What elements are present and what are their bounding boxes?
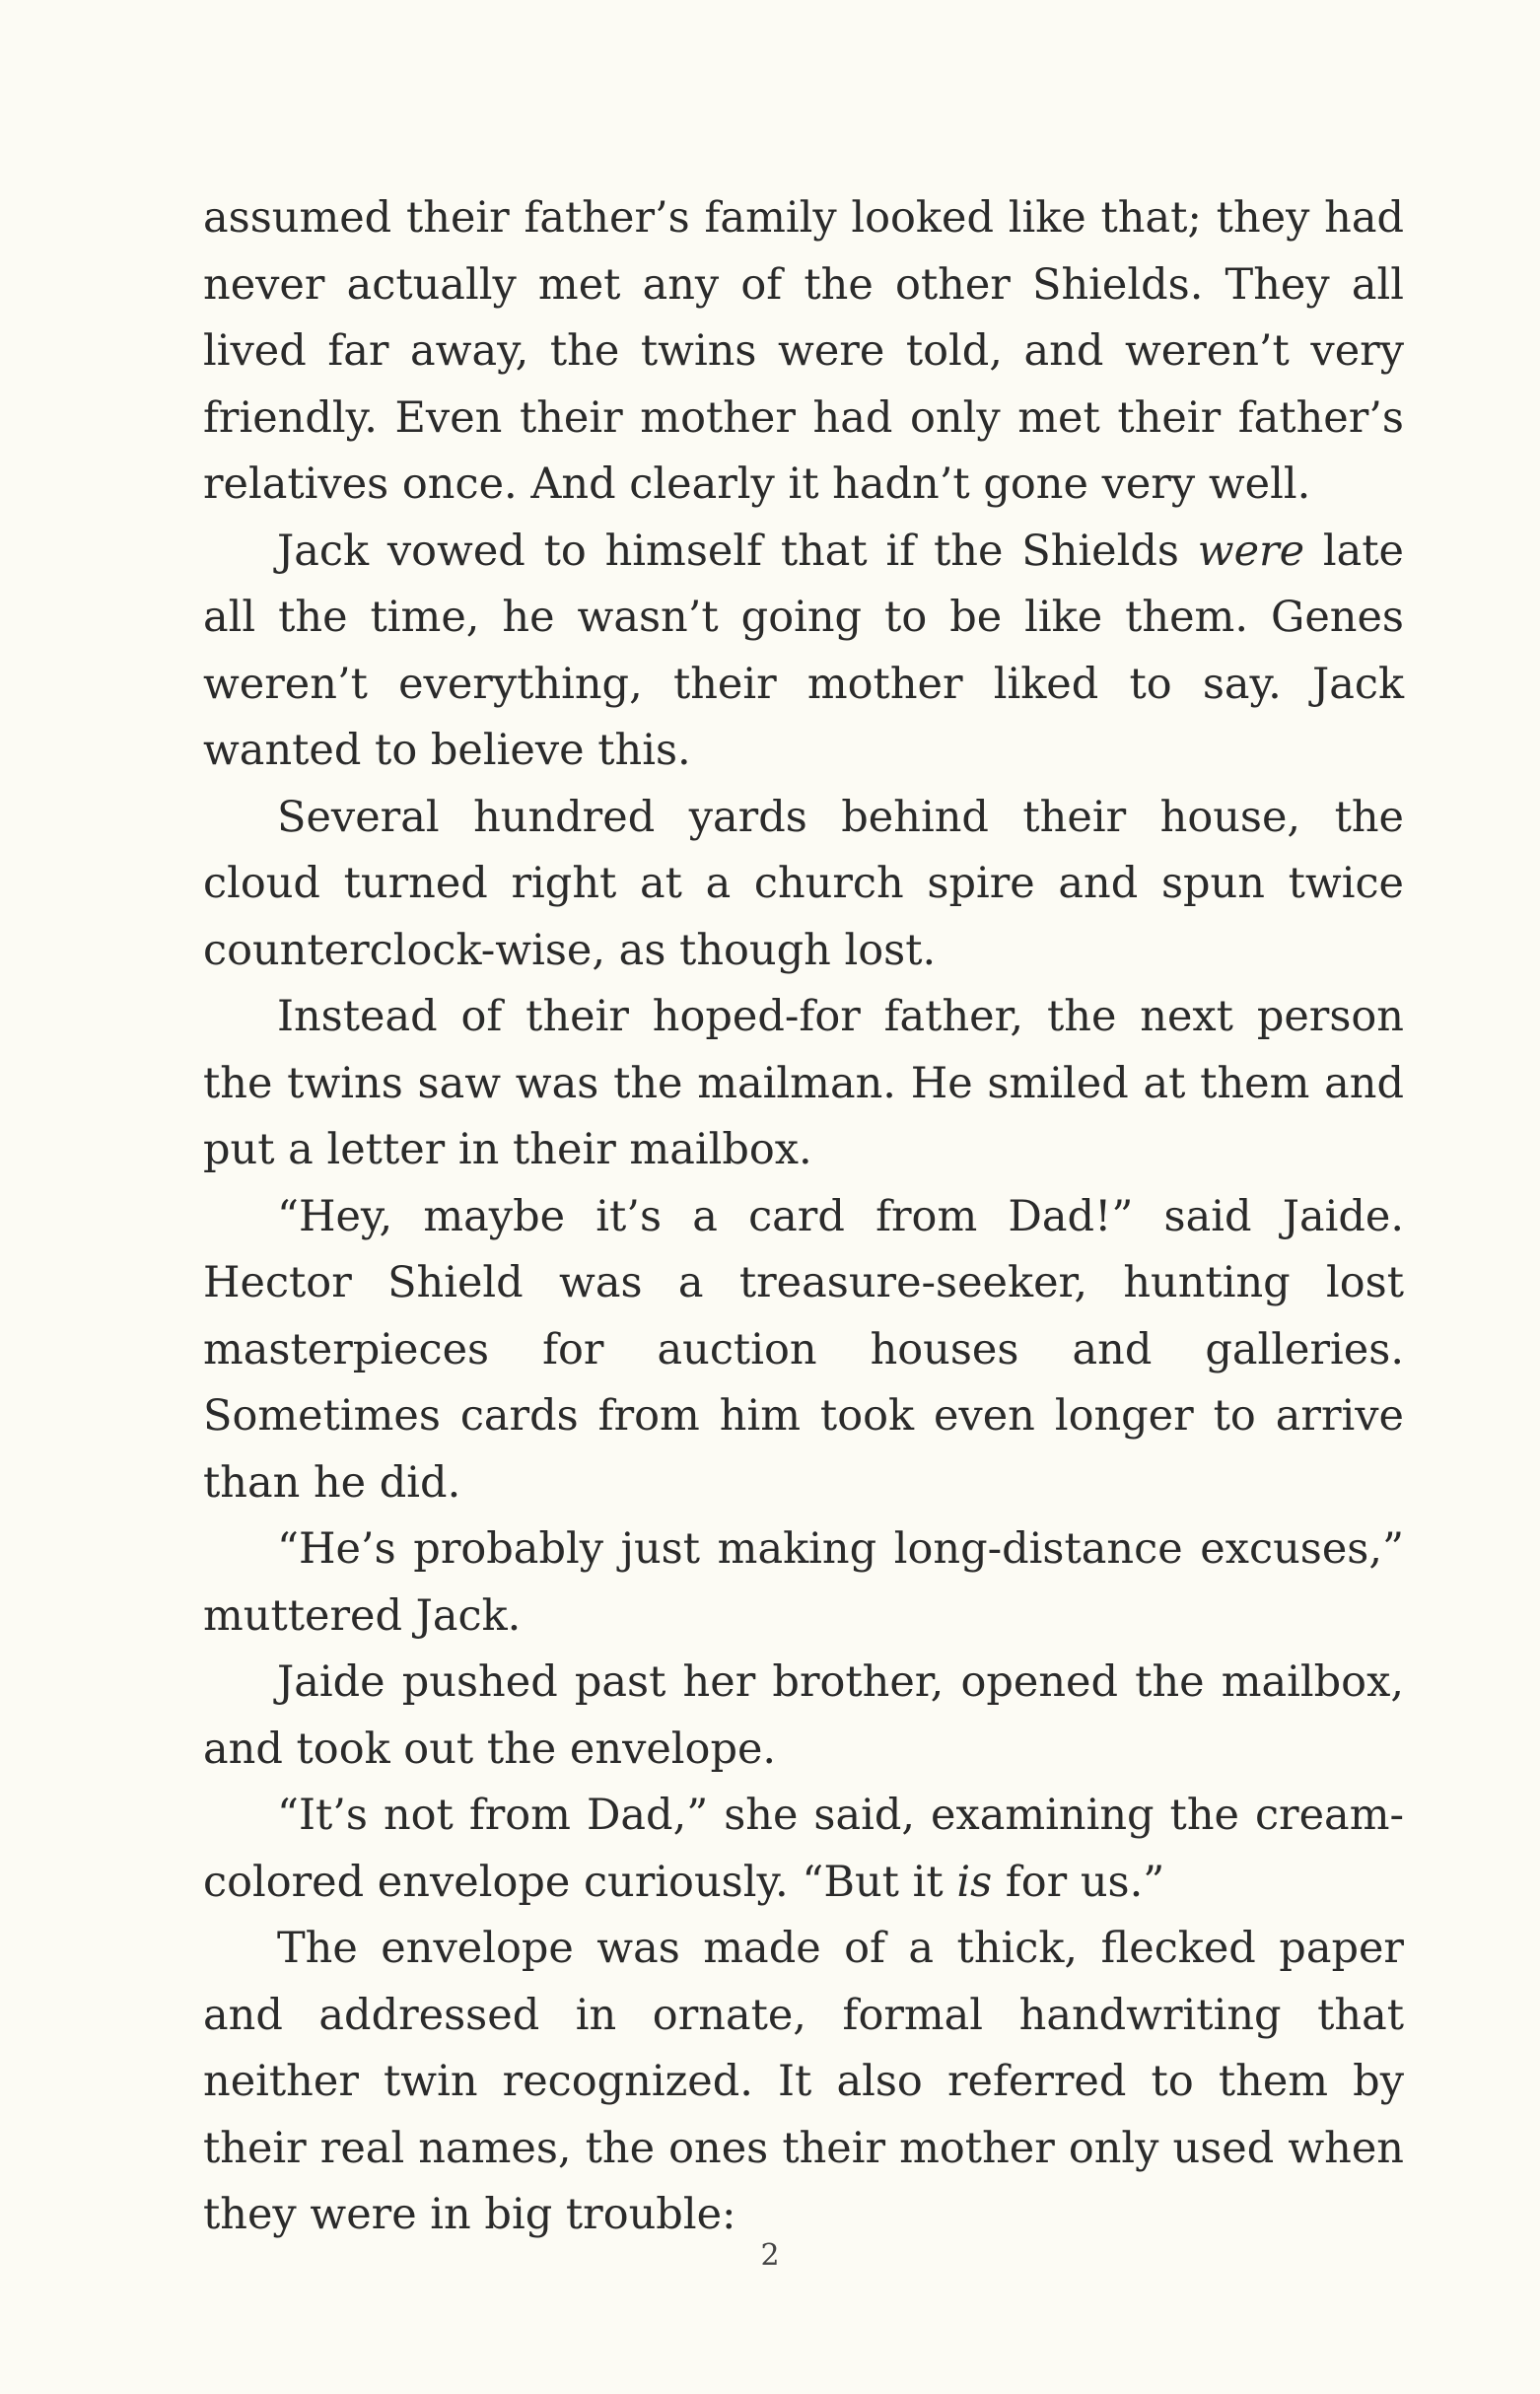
- paragraph-5-text: “Hey, maybe it’s a card from Dad!” said Jaide. Hector Shield was a treasure-seeker, hunting lost masterpieces for auction houses and galleries. Sometimes cards from him took even longer to arrive than he did.: [203, 1191, 1404, 1508]
- paragraph-1-text: assumed their father’s family looked like that; they had never actually met any of the other Shields. They all lived far away, the twins were told, and weren’t very friendly. Even their mother had only met their father’s relatives once. And clearly it hadn’t gone very well.: [203, 193, 1404, 509]
- body-text: [203, 185, 1404, 2249]
- page-number: 2: [760, 2238, 780, 2273]
- paragraph-9-text: The envelope was made of a thick, flecked paper and addressed in ornate, formal handwriting that neither twin recognized. It also referred to them by their real names, the ones their mother only used when they were in big trouble:: [203, 1924, 1404, 2239]
- paragraph-8-text-a: “It’s not from Dad,” she said, examining the cream-colored envelope curiously. “But it: [203, 1791, 1404, 1907]
- paragraph-4-text: Instead of their hoped-for father, the next person the twins saw was the mailman. He smiled at them and put a letter in their mailbox.: [203, 992, 1404, 1174]
- paragraph-8: [203, 1783, 1404, 1916]
- paragraph-3: [203, 785, 1404, 985]
- paragraph-2-emphasis: were: [1197, 526, 1305, 576]
- paragraph-3-text: Several hundred yards behind their house, the cloud turned right at a church spire and spun twice counterclock-wise, as though lost.: [203, 792, 1404, 975]
- paragraph-2-text-a: Jack vowed to himself that if the Shields: [277, 526, 1198, 576]
- paragraph-2: [203, 519, 1404, 785]
- paragraph-4: [203, 984, 1404, 1184]
- paragraph-8-emphasis: is: [956, 1857, 993, 1907]
- paragraph-6-text: “He’s probably just making long-distance excuses,” muttered Jack.: [203, 1524, 1404, 1641]
- paragraph-6: [203, 1516, 1404, 1650]
- paragraph-7: [203, 1650, 1404, 1783]
- paragraph-2-text-b: late all the time, he wasn’t going to be like them. Genes weren’t everything, their mother liked to say. Jack wanted to believe this.: [203, 526, 1404, 775]
- paragraph-9: [203, 1916, 1404, 2249]
- paragraph-5: [203, 1184, 1404, 1517]
- paragraph-8-text-b: for us.”: [992, 1857, 1165, 1907]
- paragraph-7-text: Jaide pushed past her brother, opened the mailbox, and took out the envelope.: [203, 1657, 1404, 1774]
- paragraph-1: [203, 185, 1404, 519]
